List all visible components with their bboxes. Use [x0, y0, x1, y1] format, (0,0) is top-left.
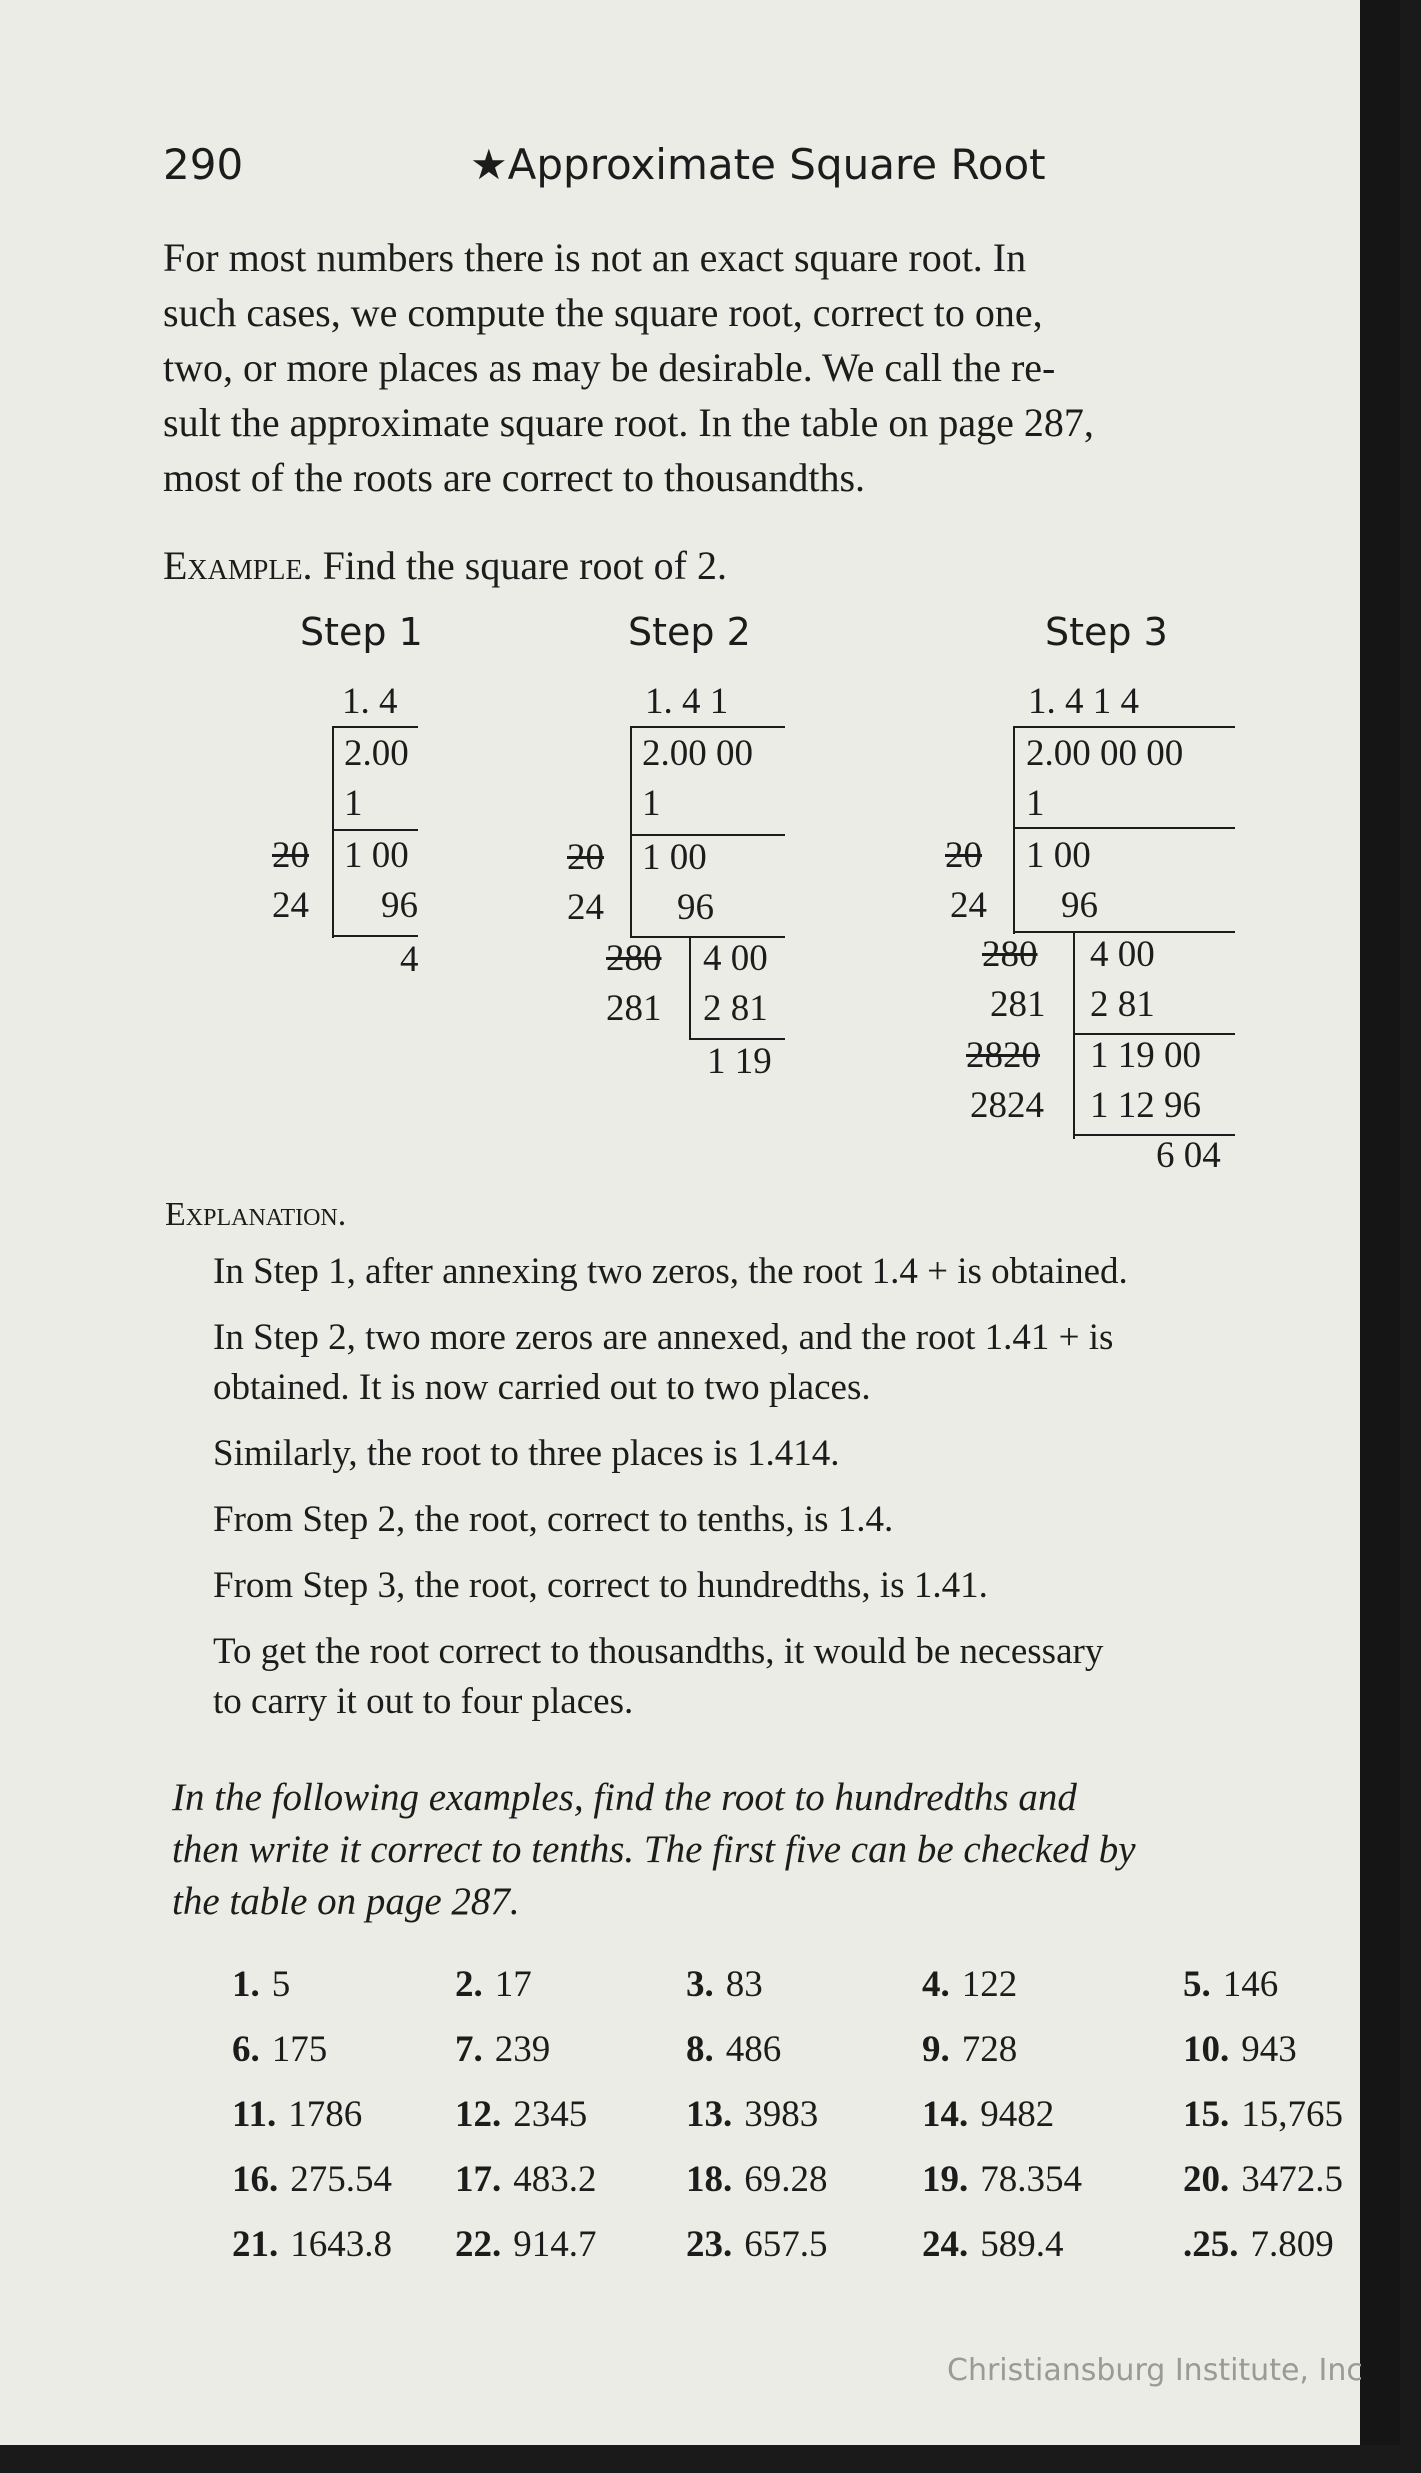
exercise-value: 17: [494, 1964, 532, 2005]
page-title: ★Approximate Square Root: [470, 140, 1046, 189]
exercise-item: [922, 2093, 1054, 2136]
exercise-value: 483.2: [513, 2159, 597, 2200]
exercise-value: 5: [271, 1964, 291, 2005]
step-3-line: 1 00: [1026, 835, 1091, 876]
explanation-p1: In Step 1, after annexing two zeros, the root 1.4 + is obtained.: [213, 1251, 1128, 1292]
exercise-number: 7.: [455, 2029, 483, 2070]
step-2-divisor: 281: [606, 988, 662, 1029]
intro-line-1: For most numbers there is not an exact square root. In: [163, 235, 1027, 280]
exercise-number: 13.: [686, 2094, 733, 2135]
exercise-item: [686, 2158, 828, 2201]
exercise-value: 7.809: [1250, 2224, 1334, 2265]
exercise-item: [232, 2223, 392, 2266]
step-3-line: 1 19 00: [1090, 1035, 1201, 1076]
step-3-divisor: 24: [950, 885, 987, 926]
exercise-value: 589.4: [980, 2224, 1064, 2265]
step-2-divisor: 24: [567, 887, 604, 928]
step-3-line: 2 81: [1090, 984, 1155, 1025]
exercise-item: [232, 2028, 327, 2071]
intro-line-4: sult the approximate square root. In the table on page 287,: [163, 400, 1094, 445]
exercise-value: 3983: [744, 2094, 819, 2135]
step-1-line: 1 00: [344, 835, 409, 876]
explanation-p2a: In Step 2, two more zeros are annexed, and the root 1.41 + is: [213, 1317, 1114, 1358]
step-1-remainder: 4: [400, 939, 419, 980]
exercise-number: 12.: [455, 2094, 502, 2135]
explanation-p3: Similarly, the root to three places is 1.414.: [213, 1433, 840, 1474]
step-1-divisor: 20: [272, 835, 309, 876]
step-2-divisor: 280: [606, 938, 662, 979]
exercise-value: 3472.5: [1241, 2159, 1343, 2200]
exercise-item: [455, 2093, 587, 2136]
exercise-value: 69.28: [744, 2159, 828, 2200]
step-3-line: 1 12 96: [1090, 1085, 1201, 1126]
exercise-number: 19.: [922, 2159, 969, 2200]
exercise-number: 14.: [922, 2094, 969, 2135]
explanation-p5: From Step 3, the root, correct to hundredths, is 1.41.: [213, 1565, 988, 1606]
explanation-p6b: to carry it out to four places.: [213, 1681, 634, 1722]
exercise-value: 175: [271, 2029, 328, 2070]
exercise-number: 22.: [455, 2224, 502, 2265]
step-2-divisor: 20: [567, 837, 604, 878]
step-1-line: 96: [381, 885, 418, 926]
step-3-divisor: 20: [945, 835, 982, 876]
exercise-item: [1183, 2223, 1334, 2266]
instructions-line-1: In the following examples, find the root to hundredths and: [172, 1776, 1077, 1819]
exercise-value: 122: [961, 1964, 1018, 2005]
step-2-remainder: 1 19: [707, 1041, 772, 1082]
exercise-item: [686, 2028, 781, 2071]
step-3-line: 96: [1061, 885, 1098, 926]
step-3-radicand: 2.00 00 00: [1026, 733, 1184, 774]
exercise-number: .25.: [1183, 2224, 1239, 2265]
exercise-item: [922, 1963, 1017, 2006]
example-line: [163, 538, 727, 593]
exercise-number: 8.: [686, 2029, 714, 2070]
step-2-title: Step 2: [628, 610, 751, 654]
exercise-item: [232, 2093, 362, 2136]
step-3-divisor: 2820: [966, 1035, 1040, 1076]
step-2-line: 1: [642, 783, 661, 824]
example-text: Find the square root of 2.: [322, 543, 727, 588]
step-3-divisor: 280: [982, 934, 1038, 975]
intro-line-2: such cases, we compute the square root, correct to one,: [163, 290, 1043, 335]
exercise-item: [686, 1963, 763, 2006]
exercise-value: 2345: [513, 2094, 588, 2135]
exercise-value: 728: [961, 2029, 1018, 2070]
step-3-line: 1: [1026, 783, 1045, 824]
exercise-number: 24.: [922, 2224, 969, 2265]
exercise-item: [232, 2158, 392, 2201]
step-2-root: 1. 4 1: [645, 681, 729, 722]
step-3-divisor: 281: [990, 984, 1046, 1025]
step-2-line: 96: [677, 887, 714, 928]
exercise-number: 11.: [232, 2094, 277, 2135]
exercise-number: 4.: [922, 1964, 950, 2005]
exercise-number: 16.: [232, 2159, 279, 2200]
exercise-item: [922, 2028, 1017, 2071]
explanation-p4: From Step 2, the root, correct to tenths, is 1.4.: [213, 1499, 894, 1540]
example-label: Example.: [163, 543, 313, 588]
exercise-item: [922, 2158, 1082, 2201]
exercise-number: 17.: [455, 2159, 502, 2200]
step-2-radicand: 2.00 00: [642, 733, 753, 774]
explanation-label: Explanation.: [165, 1196, 347, 1233]
exercise-value: 1786: [288, 2094, 363, 2135]
exercise-number: 1.: [232, 1964, 260, 2005]
exercise-value: 1643.8: [290, 2224, 392, 2265]
step-1-line: 1: [344, 783, 363, 824]
exercise-item: [455, 2028, 550, 2071]
exercise-value: 914.7: [513, 2224, 597, 2265]
intro-line-3: two, or more places as may be desirable. We call the re-: [163, 345, 1056, 390]
exercise-number: 20.: [1183, 2159, 1230, 2200]
exercise-number: 18.: [686, 2159, 733, 2200]
explanation-p6a: To get the root correct to thousandths, it would be necessary: [213, 1631, 1104, 1672]
exercise-item: [1183, 2158, 1343, 2201]
exercise-item: [455, 2223, 597, 2266]
exercise-value: 943: [1241, 2029, 1297, 2070]
exercise-number: 15.: [1183, 2094, 1230, 2135]
page-number: 290: [163, 140, 244, 189]
intro-line-5: most of the roots are correct to thousandths.: [163, 455, 866, 500]
exercise-value: 275.54: [290, 2159, 392, 2200]
exercise-number: 5.: [1183, 1964, 1211, 2005]
exercise-value: 15,765: [1241, 2094, 1343, 2135]
step-1-root: 1. 4: [342, 681, 398, 722]
exercise-item: [455, 2158, 597, 2201]
exercise-item: [922, 2223, 1064, 2266]
exercise-number: 23.: [686, 2224, 733, 2265]
step-2-line: 2 81: [703, 988, 768, 1029]
exercise-value: 486: [725, 2029, 782, 2070]
step-3-remainder: 6 04: [1156, 1135, 1221, 1176]
exercise-value: 83: [725, 1964, 763, 2005]
exercise-item: [455, 1963, 532, 2006]
step-3-root: 1. 4 1 4: [1028, 681, 1139, 722]
step-2-line: 4 00: [703, 938, 768, 979]
exercise-item: [686, 2223, 828, 2266]
exercise-number: 9.: [922, 2029, 950, 2070]
exercise-item: [1183, 1963, 1278, 2006]
step-2-line: 1 00: [642, 837, 707, 878]
instructions-line-3: the table on page 287.: [172, 1880, 520, 1923]
step-1-divisor: 24: [272, 885, 309, 926]
exercise-item: [232, 1963, 290, 2006]
exercise-item: [1183, 2028, 1297, 2071]
exercise-value: 146: [1222, 1964, 1279, 2005]
step-3-title: Step 3: [1045, 610, 1168, 654]
step-3-divisor: 2824: [970, 1085, 1044, 1126]
watermark: Christiansburg Institute, Inc: [947, 2353, 1363, 2388]
exercise-number: 3.: [686, 1964, 714, 2005]
exercise-number: 2.: [455, 1964, 483, 2005]
step-3-line: 4 00: [1090, 934, 1155, 975]
exercise-number: 6.: [232, 2029, 260, 2070]
exercise-item: [1183, 2093, 1343, 2136]
step-1-title: Step 1: [300, 610, 423, 654]
exercise-number: 10.: [1183, 2029, 1230, 2070]
exercise-value: 78.354: [980, 2159, 1082, 2200]
exercise-number: 21.: [232, 2224, 279, 2265]
explanation-p2b: obtained. It is now carried out to two places.: [213, 1367, 871, 1408]
step-1-radicand: 2.00: [344, 733, 409, 774]
instructions-line-2: then write it correct to tenths. The first five can be checked by: [172, 1828, 1136, 1871]
exercise-value: 9482: [980, 2094, 1055, 2135]
exercise-value: 239: [494, 2029, 551, 2070]
exercise-value: 657.5: [744, 2224, 828, 2265]
exercise-item: [686, 2093, 818, 2136]
